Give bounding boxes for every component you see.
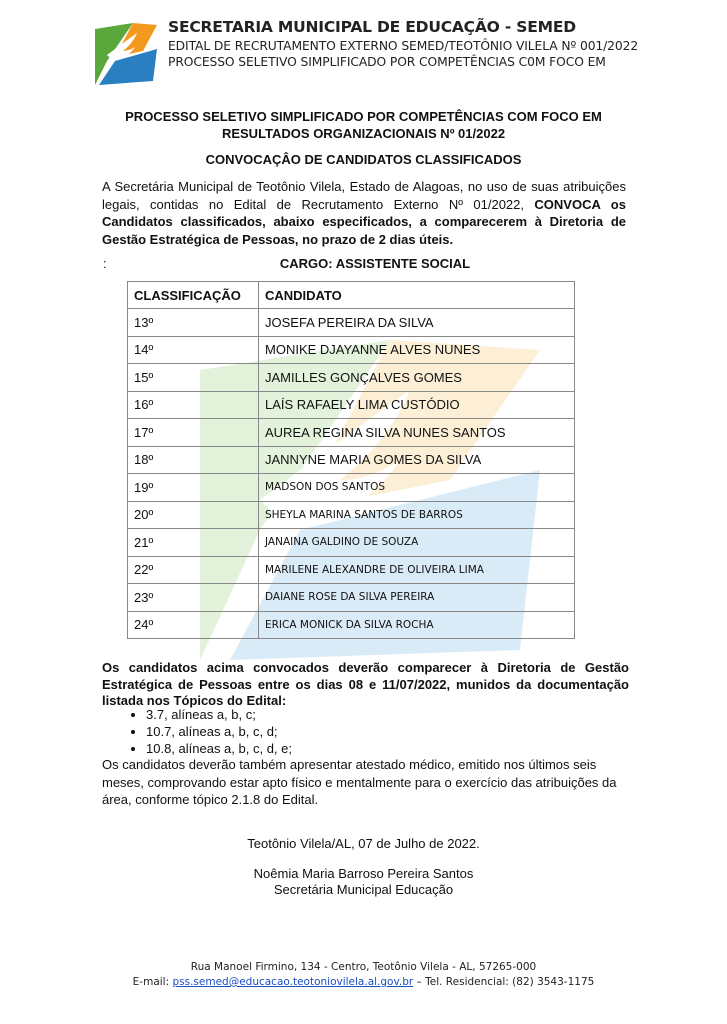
table-row [128,529,575,557]
table-row [128,584,575,612]
table-row [128,474,575,502]
candidate-cell: MARILENE ALEXANDRE DE OLIVEIRA LIMA [259,556,575,584]
header-line-2: EDITAL DE RECRUTAMENTO EXTERNO SEMED/TEOTÔNIO VILELA Nº 001/2022 [168,39,639,53]
rank-cell: 20º [128,501,259,529]
document-title: PROCESSO SELETIVO SIMPLIFICADO POR COMPETÊNCIAS COM FOCO EM RESULTADOS ORGANIZACIONAIS Nº 01/2022 [125,109,602,141]
cargo-heading: CARGO: ASSISTENTE SOCIAL [279,256,471,271]
semed-logo [93,21,159,87]
medical-certificate-note: Os candidatos deverão também apresentar atestado médico, emitido nos últimos seis meses, comprovando estar apto físico e mentalmente para o exercício das atribuições da área, conforme tópico 2.1.8 do Edital. [102,757,617,807]
rank-cell: 21º [128,529,259,557]
email-link[interactable]: pss.semed@educacao.teotoniovilela.al.gov.br [172,976,414,988]
candidate-cell: AUREA REGINA SILVA NUNES SANTOS [259,419,575,447]
stray-colon: : [103,256,107,271]
signatory-name: Noêmia Maria Barroso Pereira Santos [253,866,474,881]
intro-paragraph [102,178,626,248]
candidate-cell: JANAINA GALDINO DE SOUZA [259,529,575,557]
table-row [128,556,575,584]
convocation-notice: Os candidatos acima convocados deverão comparecer à Diretoria de Gestão Estratégica de Pessoas entre os dias 08 e 11/07/2022, munidos da documentação listada nos Tópicos do Edital: [102,660,629,708]
table-header-row [128,282,575,309]
candidate-cell: MONIKE DJAYANNE ALVES NUNES [259,336,575,364]
table-row [128,391,575,419]
header-candidato: CANDIDATO [259,282,575,309]
signatory-role: Secretária Municipal Educação [273,882,454,897]
phone-text: – Tel. Residencial: (82) 3543-1175 [413,976,595,988]
header-line-1: SECRETARIA MUNICIPAL DE EDUCAÇÃO - SEMED [168,18,576,36]
table-row [128,309,575,337]
rank-cell: 24º [128,611,259,639]
candidates-table [127,281,575,639]
letterhead [168,18,708,69]
place-date: Teotônio Vilela/AL, 07 de Julho de 2022. [247,836,480,851]
table-row [128,419,575,447]
table-row [128,446,575,474]
document-subtitle: CONVOCAÇÂO DE CANDIDATOS CLASSIFICADOS [205,152,522,167]
list-item: • 10.8, alíneas a, b, c, d, e; [146,740,292,757]
table-row [128,611,575,639]
rank-cell: 23º [128,584,259,612]
rank-cell: 14º [128,336,259,364]
intro-bold-text: CONVOCA os Candidatos classificados, abaixo especificados, a comparecerem à Diretoria de Gestão Estratégica de Pessoas, no prazo de 2 dias úteis. [102,196,626,247]
email-label: E-mail: [132,976,173,988]
footer-address: Rua Manoel Firmino, 134 - Centro, Teotônio Vilela - AL, 57265-000 [190,961,537,973]
rank-cell: 19º [128,474,259,502]
candidate-cell: ERICA MONICK DA SILVA ROCHA [259,611,575,639]
candidate-cell: DAIANE ROSE DA SILVA PEREIRA [259,584,575,612]
rank-cell: 16º [128,391,259,419]
table-row [128,364,575,392]
candidate-cell: LAÍS RAFAELY LIMA CUSTÓDIO [259,391,575,419]
rank-cell: 18º [128,446,259,474]
topics-list [100,706,292,757]
footer-contact [0,976,727,988]
rank-cell: 22º [128,556,259,584]
header-classificacao: CLASSIFICAÇÃO [128,282,259,309]
candidate-cell: SHEYLA MARINA SANTOS DE BARROS [259,501,575,529]
candidate-cell: JAMILLES GONÇALVES GOMES [259,364,575,392]
list-item: • 3.7, alíneas a, b, c; [146,706,292,723]
rank-cell: 13º [128,309,259,337]
rank-cell: 15º [128,364,259,392]
list-item: • 10.7, alíneas a, b, c, d; [146,723,292,740]
table-row [128,336,575,364]
intro-text: A Secretária Municipal de Teotônio Vilela, Estado de Alagoas, no uso de suas atribuições legais, contidas no Edital de Recrutamento Externo Nº 01/2022, [102,179,626,212]
candidate-cell: JOSEFA PEREIRA DA SILVA [259,309,575,337]
table-row [128,501,575,529]
candidate-cell: JANNYNE MARIA GOMES DA SILVA [259,446,575,474]
rank-cell: 17º [128,419,259,447]
header-line-3: PROCESSO SELETIVO SIMPLIFICADO POR COMPETÊNCIAS C0M FOCO EM [168,55,606,69]
candidate-cell: MADSON DOS SANTOS [259,474,575,502]
